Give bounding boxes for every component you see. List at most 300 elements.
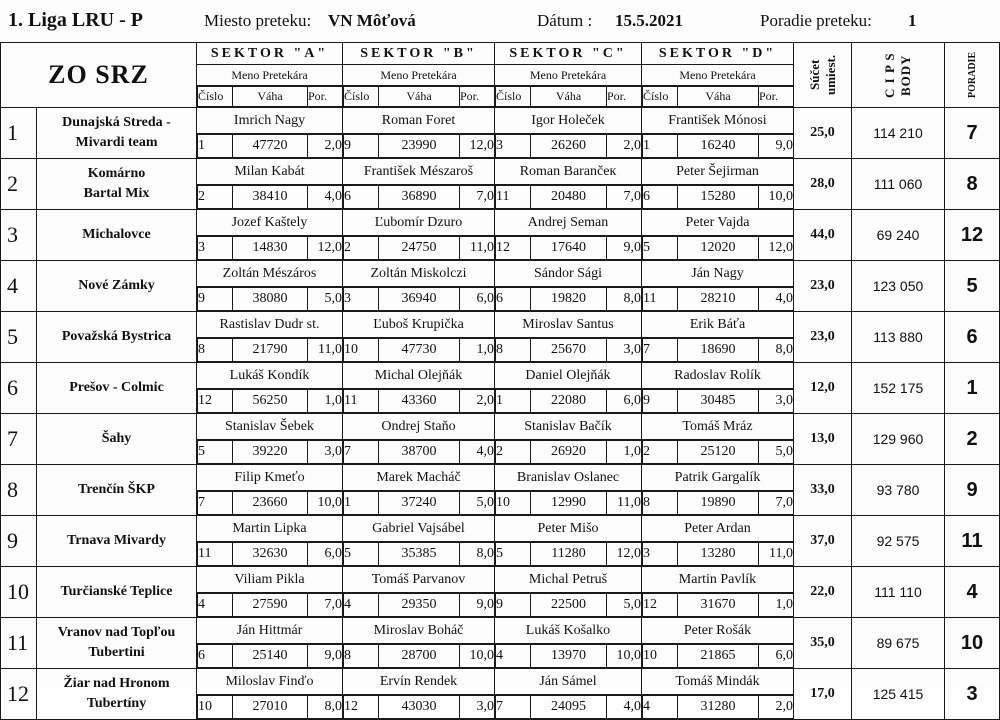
team-name: [37, 261, 197, 312]
competitor-number: 6: [344, 186, 379, 209]
competitor-name: Ondrej Staňo: [343, 414, 494, 440]
competitor-number: 2: [198, 186, 233, 209]
competitor-weight: 25120: [678, 441, 759, 464]
competitor-place: 12,0: [607, 543, 642, 566]
sector-a-cell: [197, 363, 343, 414]
sector-title: SEKTOR "B": [343, 43, 494, 65]
competitor-place: 3,0: [759, 390, 794, 413]
team-row: [1, 159, 1000, 210]
placement-sum: 13,0: [794, 414, 852, 465]
sector-c-cell: [495, 618, 642, 669]
sector-a-cell: [197, 414, 343, 465]
sector-b-cell: [343, 312, 495, 363]
sector-c-cell: [495, 108, 642, 159]
row-number: 6: [1, 363, 37, 414]
competitor-name: Stanislav Bačík: [495, 414, 641, 440]
competitor-place: 6,0: [308, 543, 343, 566]
sector-b-cell: [343, 108, 495, 159]
competitor-name: Igor Holeček: [495, 108, 641, 134]
competitor-number: 12: [643, 594, 678, 617]
competitor-place: 2,0: [607, 135, 642, 158]
competitor-name: Martin Lipka: [197, 516, 342, 542]
sector-b-cell: [343, 363, 495, 414]
competitor-place: 1,0: [308, 390, 343, 413]
competitor-place: 5,0: [460, 492, 495, 515]
competitor-weight: 30485: [678, 390, 759, 413]
competitor-place: 1,0: [460, 339, 495, 362]
competitor-number: 9: [496, 594, 531, 617]
results-body: [1, 43, 1000, 720]
sector-b-cell: [343, 567, 495, 618]
team-name: [37, 108, 197, 159]
vaha-label: Váha: [233, 87, 308, 107]
competitor-place: 8,0: [308, 696, 343, 719]
place-value: VN Môťová: [328, 11, 416, 30]
competitor-place: 8,0: [759, 339, 794, 362]
row-number: 4: [1, 261, 37, 312]
competitor-weight: 20480: [531, 186, 607, 209]
competitor-name: Viliam Pikla: [197, 567, 342, 593]
placement-sum: 22,0: [794, 567, 852, 618]
sector-a-cell: [197, 108, 343, 159]
sector-a-cell: [197, 669, 343, 720]
sector-c-cell: [495, 669, 642, 720]
vaha-label: Váha: [531, 87, 607, 107]
competitor-name: Patrik Gargalík: [642, 465, 793, 491]
cips-points: 111 110: [852, 567, 945, 618]
competitor-place: 7,0: [460, 186, 495, 209]
competitor-name: Filip Kmeťo: [197, 465, 342, 491]
competitor-number: 9: [344, 135, 379, 158]
sector-b-cell: [343, 618, 495, 669]
team-name-line: Komárno: [87, 166, 146, 181]
competitor-number: 6: [198, 645, 233, 668]
competitor-weight: 36890: [379, 186, 460, 209]
placement-sum: 23,0: [794, 312, 852, 363]
zo-srz-header: ZO SRZ: [1, 43, 197, 108]
competitor-number: 7: [344, 441, 379, 464]
competitor-weight: 38700: [379, 441, 460, 464]
cislo-label: Číslo: [198, 87, 233, 107]
competitor-place: 4,0: [460, 441, 495, 464]
team-row: [1, 108, 1000, 159]
competitor-name: Ľuboš Krupička: [343, 312, 494, 338]
final-rank: 4: [945, 567, 1000, 618]
cips-points: 125 415: [852, 669, 945, 720]
sector-c-cell: [495, 159, 642, 210]
sector-b-header: [343, 43, 495, 108]
competitor-name: Zoltán Mészáros: [197, 261, 342, 287]
sector-b-cell: [343, 516, 495, 567]
competitor-place: 3,0: [460, 696, 495, 719]
competitor-weight: 25670: [531, 339, 607, 362]
competitor-name: Ján Hittmár: [197, 618, 342, 644]
competitor-number: 2: [496, 441, 531, 464]
competitor-number: 12: [344, 696, 379, 719]
competitor-name: Peter Ardan: [642, 516, 793, 542]
competitor-place: 2,0: [308, 135, 343, 158]
placement-sum: 23,0: [794, 261, 852, 312]
team-name: [37, 669, 197, 720]
competitor-weight: 22080: [531, 390, 607, 413]
competitor-name: Zoltán Miskolczi: [343, 261, 494, 287]
competitor-place: 12,0: [759, 237, 794, 260]
competitor-weight: 23660: [233, 492, 308, 515]
competitor-weight: 13970: [531, 645, 607, 668]
competitor-name: Daniel Olejňák: [495, 363, 641, 389]
competitor-name: Lukáš Košalko: [495, 618, 641, 644]
competitor-place: 2,0: [759, 696, 794, 719]
team-name: [37, 618, 197, 669]
competitor-name: Jozef Kaštely: [197, 210, 342, 236]
sector-d-header: [642, 43, 794, 108]
row-number: 7: [1, 414, 37, 465]
poradie-header: [945, 43, 1000, 108]
competitor-name: Radoslav Rolík: [642, 363, 793, 389]
competitor-number: 10: [496, 492, 531, 515]
competitor-weight: 19890: [678, 492, 759, 515]
team-row: [1, 363, 1000, 414]
competitor-weight: 31670: [678, 594, 759, 617]
sector-c-cell: [495, 363, 642, 414]
competitor-weight: 24750: [379, 237, 460, 260]
team-row: [1, 669, 1000, 720]
row-number: 2: [1, 159, 37, 210]
team-name-line: Vranov nad Topľou: [57, 625, 176, 640]
competitor-name: Peter Mišo: [495, 516, 641, 542]
sector-d-cell: [642, 414, 794, 465]
team-row: [1, 261, 1000, 312]
vaha-label: Váha: [379, 87, 460, 107]
competitor-number: 1: [198, 135, 233, 158]
team-name: [37, 363, 197, 414]
cislo-label: Číslo: [496, 87, 531, 107]
row-number: 9: [1, 516, 37, 567]
final-rank: 7: [945, 108, 1000, 159]
cips-points: 123 050: [852, 261, 945, 312]
team-name-line: Trnava Mivardy: [67, 533, 166, 548]
competitor-weight: 23990: [379, 135, 460, 158]
competitor-number: 3: [198, 237, 233, 260]
final-rank: 3: [945, 669, 1000, 720]
cips-points: 152 175: [852, 363, 945, 414]
competitor-name: Roman Foret: [343, 108, 494, 134]
competitor-number: 11: [496, 186, 531, 209]
competitor-weight: 18690: [678, 339, 759, 362]
meno-label: Meno Pretekára: [343, 65, 494, 86]
competitor-number: 4: [643, 696, 678, 719]
competitor-number: 5: [198, 441, 233, 464]
competitor-place: 11,0: [460, 237, 495, 260]
competitor-number: 12: [198, 390, 233, 413]
competitor-place: 8,0: [607, 288, 642, 311]
placement-sum: 44,0: [794, 210, 852, 261]
sector-d-cell: [642, 516, 794, 567]
competitor-place: 5,0: [607, 594, 642, 617]
competitor-place: 11,0: [607, 492, 642, 515]
competitor-weight: 28210: [678, 288, 759, 311]
competitor-place: 10,0: [460, 645, 495, 668]
competitor-place: 9,0: [607, 237, 642, 260]
por-label: Por.: [308, 87, 343, 107]
cips-points: 129 960: [852, 414, 945, 465]
sector-a-cell: [197, 516, 343, 567]
competitor-weight: 56250: [233, 390, 308, 413]
competitor-place: 1,0: [607, 441, 642, 464]
results-table: [0, 42, 1000, 720]
competitor-weight: 37240: [379, 492, 460, 515]
team-name: [37, 210, 197, 261]
competitor-place: 11,0: [308, 339, 343, 362]
competitor-place: 9,0: [308, 645, 343, 668]
competitor-weight: 19820: [531, 288, 607, 311]
team-name-line: Prešov - Colmic: [69, 380, 164, 395]
team-name: [37, 312, 197, 363]
por-label: Por.: [759, 87, 794, 107]
competitor-weight: 13280: [678, 543, 759, 566]
sector-a-cell: [197, 261, 343, 312]
competitor-place: 10,0: [607, 645, 642, 668]
sector-d-cell: [642, 312, 794, 363]
competitor-place: 12,0: [460, 135, 495, 158]
competitor-name: Stanislav Šebek: [197, 414, 342, 440]
competitor-weight: 26260: [531, 135, 607, 158]
sector-a-cell: [197, 567, 343, 618]
competitor-name: Imrich Nagy: [197, 108, 342, 134]
competitor-place: 7,0: [607, 186, 642, 209]
competitor-weight: 39220: [233, 441, 308, 464]
sector-c-cell: [495, 210, 642, 261]
competitor-number: 6: [496, 288, 531, 311]
competitor-weight: 47730: [379, 339, 460, 362]
competitor-name: Marek Macháč: [343, 465, 494, 491]
competitor-weight: 12020: [678, 237, 759, 260]
competitor-weight: 15280: [678, 186, 759, 209]
competitor-number: 9: [198, 288, 233, 311]
sector-d-cell: [642, 618, 794, 669]
competitor-weight: 27010: [233, 696, 308, 719]
team-row: [1, 414, 1000, 465]
competitor-number: 7: [496, 696, 531, 719]
sector-b-cell: [343, 414, 495, 465]
sector-d-cell: [642, 108, 794, 159]
sector-c-header: [495, 43, 642, 108]
competitor-weight: 43030: [379, 696, 460, 719]
competitor-number: 8: [198, 339, 233, 362]
competitor-number: 7: [643, 339, 678, 362]
competitor-weight: 31280: [678, 696, 759, 719]
cips-points: 93 780: [852, 465, 945, 516]
sector-d-cell: [642, 363, 794, 414]
team-name: [37, 159, 197, 210]
competitor-name: Erik Báťa: [642, 312, 793, 338]
team-row: [1, 312, 1000, 363]
competitor-number: 5: [496, 543, 531, 566]
competitor-name: František Mónosi: [642, 108, 793, 134]
meno-label: Meno Pretekára: [197, 65, 342, 86]
competitor-weight: 36940: [379, 288, 460, 311]
sector-b-cell: [343, 261, 495, 312]
competitor-number: 6: [643, 186, 678, 209]
sector-c-cell: [495, 261, 642, 312]
competitor-place: 3,0: [308, 441, 343, 464]
cips-header: [852, 43, 945, 108]
competitor-number: 3: [344, 288, 379, 311]
competitor-number: 3: [643, 543, 678, 566]
placement-sum: 25,0: [794, 108, 852, 159]
cislo-label: Číslo: [344, 87, 379, 107]
sector-c-cell: [495, 567, 642, 618]
sucet-header: [794, 43, 852, 108]
meno-label: Meno Pretekára: [642, 65, 793, 86]
sector-c-cell: [495, 312, 642, 363]
sector-c-cell: [495, 414, 642, 465]
competitor-number: 10: [198, 696, 233, 719]
sector-b-cell: [343, 210, 495, 261]
team-name-line: Považská Bystrica: [61, 329, 172, 344]
competitor-name: Ľubomír Dzuro: [343, 210, 494, 236]
sucet-label: Súčet umiest.: [806, 54, 838, 96]
competitor-number: 4: [496, 645, 531, 668]
competitor-weight: 12990: [531, 492, 607, 515]
competitor-weight: 16240: [678, 135, 759, 158]
competitor-number: 7: [198, 492, 233, 515]
competitor-place: 6,0: [460, 288, 495, 311]
competitor-number: 11: [643, 288, 678, 311]
place-label: Miesto preteku:: [204, 11, 312, 30]
sector-d-cell: [642, 261, 794, 312]
competitor-name: František Mészaroš: [343, 159, 494, 185]
sector-a-cell: [197, 312, 343, 363]
competitor-number: 10: [344, 339, 379, 362]
placement-sum: 37,0: [794, 516, 852, 567]
competitor-place: 9,0: [460, 594, 495, 617]
competitor-place: 5,0: [308, 288, 343, 311]
competitor-place: 6,0: [759, 645, 794, 668]
final-rank: 11: [945, 516, 1000, 567]
competitor-weight: 22500: [531, 594, 607, 617]
cislo-label: Číslo: [643, 87, 678, 107]
sector-a-cell: [197, 465, 343, 516]
competitor-weight: 38410: [233, 186, 308, 209]
competitor-weight: 21865: [678, 645, 759, 668]
date-value: 15.5.2021: [615, 11, 683, 30]
team-row: [1, 618, 1000, 669]
competitor-number: 4: [198, 594, 233, 617]
competitor-number: 11: [198, 543, 233, 566]
league-title: 1. Liga LRU - P: [8, 9, 143, 31]
competitor-name: Miroslav Santus: [495, 312, 641, 338]
por-label: Por.: [460, 87, 495, 107]
cips-points: 69 240: [852, 210, 945, 261]
competitor-place: 7,0: [308, 594, 343, 617]
competitor-place: 4,0: [607, 696, 642, 719]
competitor-weight: 14830: [233, 237, 308, 260]
competitor-number: 1: [496, 390, 531, 413]
competitor-weight: 35385: [379, 543, 460, 566]
team-name-line: Šahy: [101, 431, 132, 446]
team-name: [37, 414, 197, 465]
team-name-line: Tubertini: [88, 645, 145, 660]
competitor-weight: 43360: [379, 390, 460, 413]
competitor-weight: 24095: [531, 696, 607, 719]
competitor-name: Rastislav Dudr st.: [197, 312, 342, 338]
team-name-line: Turčianské Teplice: [60, 584, 173, 599]
row-number: 8: [1, 465, 37, 516]
competitor-name: Ján Sámel: [495, 669, 641, 695]
competitor-name: Tomáš Mindák: [642, 669, 793, 695]
cips-points: 89 675: [852, 618, 945, 669]
final-rank: 6: [945, 312, 1000, 363]
column-header-row: [1, 43, 1000, 108]
competitor-name: Ján Nagy: [642, 261, 793, 287]
competitor-number: 9: [643, 390, 678, 413]
competitor-place: 6,0: [607, 390, 642, 413]
competitor-name: Milan Kabát: [197, 159, 342, 185]
final-rank: 5: [945, 261, 1000, 312]
order-value: 1: [908, 11, 917, 30]
final-rank: 1: [945, 363, 1000, 414]
competitor-number: 4: [344, 594, 379, 617]
competitor-place: 3,0: [607, 339, 642, 362]
team-name-line: Trenčín ŠKP: [78, 482, 155, 497]
sector-c-cell: [495, 465, 642, 516]
team-name-line: Michalovce: [82, 227, 151, 242]
competitor-number: 5: [344, 543, 379, 566]
competitor-place: 5,0: [759, 441, 794, 464]
sector-d-cell: [642, 669, 794, 720]
placement-sum: 35,0: [794, 618, 852, 669]
competitor-number: 1: [643, 135, 678, 158]
placement-sum: 28,0: [794, 159, 852, 210]
competitor-number: 10: [643, 645, 678, 668]
team-row: [1, 567, 1000, 618]
competitor-name: Peter Rošák: [642, 618, 793, 644]
competitor-name: Roman Barančeк: [495, 159, 641, 185]
competitor-place: 12,0: [308, 237, 343, 260]
sector-title: SEKTOR "A": [197, 43, 342, 65]
team-name-line: Tubertíny: [86, 696, 147, 711]
vaha-label: Váha: [678, 87, 759, 107]
team-name-line: Dunajská Streda -: [62, 115, 171, 130]
team-name-line: Žiar nad Hronom: [63, 676, 170, 691]
sector-title: SEKTOR "D": [642, 43, 793, 65]
row-number: 10: [1, 567, 37, 618]
competitor-name: Peter Vajda: [642, 210, 793, 236]
competitor-number: 3: [496, 135, 531, 158]
competitor-name: Tomáš Mráz: [642, 414, 793, 440]
competitor-name: Miloslav Finďo: [197, 669, 342, 695]
competitor-number: 11: [344, 390, 379, 413]
competitor-weight: 27590: [233, 594, 308, 617]
team-name-line: Bartal Mix: [83, 186, 150, 201]
sector-a-header: [197, 43, 343, 108]
sector-a-cell: [197, 210, 343, 261]
cips-points: 92 575: [852, 516, 945, 567]
competitor-place: 9,0: [759, 135, 794, 158]
competitor-weight: 38080: [233, 288, 308, 311]
competitor-name: Tomáš Parvanov: [343, 567, 494, 593]
cips-points: 111 060: [852, 159, 945, 210]
competitor-name: Michal Petruš: [495, 567, 641, 593]
competitor-weight: 29350: [379, 594, 460, 617]
competitor-name: Sándor Sági: [495, 261, 641, 287]
team-row: [1, 516, 1000, 567]
competitor-name: Andrej Seman: [495, 210, 641, 236]
final-rank: 9: [945, 465, 1000, 516]
final-rank: 8: [945, 159, 1000, 210]
competitor-place: 2,0: [460, 390, 495, 413]
